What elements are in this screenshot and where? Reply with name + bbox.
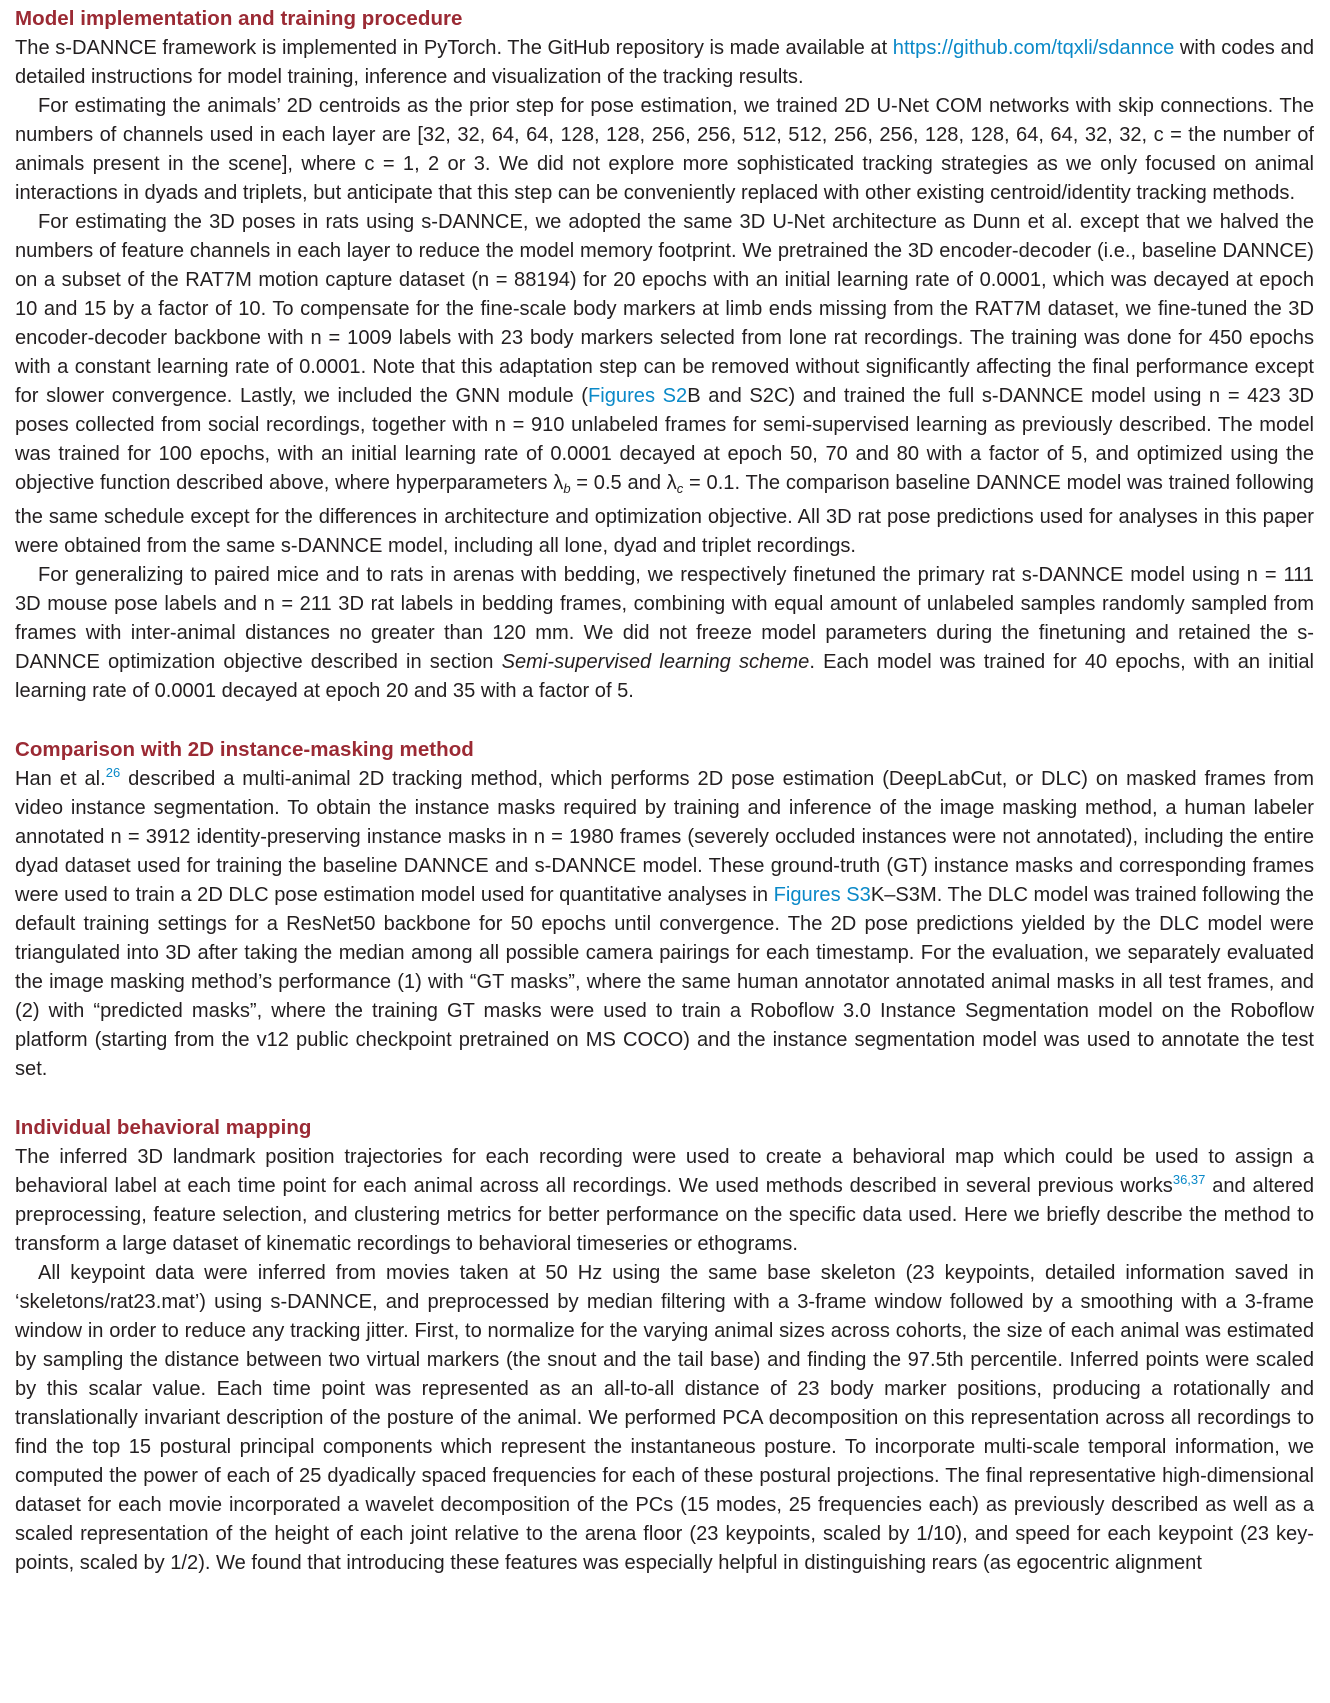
text-span: K–S3M. The DLC model was trained following the default training settings for a ResNet50 backbone for 50 epochs until convergence. The 2D pose predictions yielded by the DLC model were triangulated into 3D after taking the median among all possible camera pairings for each timestamp. For the evaluation, we separately evaluated the image masking method’s performance (1) with “GT masks”, where the same human annotator annotated animal masks in all test frames, and (2) with “predicted masks”, where the training GT masks were used to train a Roboflow 3.0 Instance Segmentation model on the Roboflow platform (starting from the v12 public checkpoint pretrained on MS COCO) and the instance segmentation model was used to annotate the test set. [15, 884, 1314, 1080]
github-link[interactable]: https://github.com/tqxli/sdannce [892, 37, 1175, 59]
text-span: B and S2C) and trained the full s-DANNCE model using n = 423 3D poses collected from social recordings, together with n = 910 unlabeled frames for semi-supervised learning as previously described. The model was trained for 100 epochs, with an initial learning rate of 0.0001 decayed at epoch 50, 70 and 80 with a factor of 5, and optimized using the objective function described above, where hyperparameters λ [15, 385, 1315, 494]
paragraph: All keypoint data were inferred from movies taken at 50 Hz using the same base skeleton (23 keypoints, detailed information saved in ‘skeletons/rat23.mat’) using s-DANNCE, and preprocessed by median filtering with a 3-frame window followed by a smoothing with a 3-frame window in order to reduce any tracking jitter. First, to normalize for the varying animal sizes across cohorts, the size of each animal was estimated by sampling the distance between two virtual markers (the snout and the tail base) and finding the 97.5th percentile. Inferred points were scaled by this scalar value. Each time point was represented as an all-to-all distance of 23 body marker positions, producing a rotationally and translationally invariant description of the posture of the animal. We performed PCA decomposition on this representation across all recordings to find the top 15 postural principal components which represent the instantaneous posture. To incorporate multi-scale temporal information, we computed the power of each of 25 dyadically spaced frequencies for each of these postural projections. The final representative high-dimensional dataset for each movie incorporated a wavelet decomposition of the PCs (15 modes, 25 frequencies each) as previously described as well as a scaled representation of the height of each joint relative to the arena floor (23 keypoints, scaled by 1/10), and speed for each keypoint (23 keypoints, scaled by 1/2). We found that introducing these features was especially helpful in distinguishing rears (as egocentric alignment [15, 1262, 1314, 1574]
section-reference: Semi-supervised learning scheme [501, 651, 810, 673]
citation-link[interactable]: 36,37 [1172, 1172, 1206, 1187]
text-span: with codes and detailed instructions for model training, inference and visualization of the tracking results. [15, 37, 1314, 88]
figure-link[interactable]: Figures S2 [588, 385, 688, 407]
paragraph [15, 1143, 1314, 1259]
paragraph [15, 561, 1314, 706]
paragraph [15, 208, 1314, 561]
text-span: . Each model was trained for 40 epochs, with an initial learning rate of 0.0001 decayed at epoch 20 and 35 with a factor of 5. [15, 651, 1314, 702]
text-span: described a multi-animal 2D tracking method, which performs 2D pose estimation (DeepLabCut, or DLC) on masked frames from video instance segmentation. To obtain the instance masks required by training and inference of the image masking method, a human labeler annotated n = 3912 identity-preserving instance masks in n = 1980 frames (severely occluded instances were not annotated), including the entire dyad dataset used for training the baseline DANNCE and s-DANNCE model. These ground-truth (GT) instance masks and corresponding frames were used to train a 2D DLC pose estimation model used for quantitative analyses in [15, 768, 1314, 906]
subscript: b [563, 481, 571, 496]
figure-link[interactable]: Figures S3 [773, 884, 871, 906]
paragraph [15, 765, 1314, 1084]
text-span: For generalizing to paired mice and to rats in arenas with bedding, we respectively finetuned the primary rat s-DANNCE model using n = 111 3D mouse pose labels and n = 211 3D rat labels in bedding frames, combining with equal amount of unlabeled samples randomly sampled from frames with inter-animal distances no greater than 120 mm. We did not freeze model parameters during the finetuning and retained the s-DANNCE optimization objective described in section [15, 564, 1314, 673]
section-heading: Comparison with 2D instance-masking method [15, 738, 474, 761]
text-span: = 0.1. The comparison baseline DANNCE model was trained following the same schedule except for the differences in architecture and optimization objective. All 3D rat pose predictions used for analyses in this paper were obtained from the same s-DANNCE model, including all lone, dyad and triplet recordings. [15, 472, 1314, 557]
text-span: Han et al. [15, 768, 106, 790]
text-span: For estimating the 3D poses in rats using s-DANNCE, we adopted the same 3D U-Net architecture as Dunn et al. except that we halved the numbers of feature channels in each layer to reduce the model memory footprint. We pretrained the 3D encoder-decoder (i.e., baseline DANNCE) on a subset of the RAT7M motion capture dataset (n = 88194) for 20 epochs with an initial learning rate of 0.0001, which was decayed at epoch 10 and 15 by a factor of 10. To compensate for the fine-scale body markers at limb ends missing from the RAT7M dataset, we fine-tuned the 3D encoder-decoder backbone with n = 1009 labels with 23 body markers selected from lone rat recordings. The training was done for 450 epochs with a constant learning rate of 0.0001. Note that this adaptation step can be removed without significantly affecting the final performance except for slower convergence. Lastly, we included the GNN module ( [15, 211, 1314, 407]
text-span: and altered preprocessing, feature selection, and clustering metrics for better performance on the specific data used. Here we briefly describe the method to transform a large dataset of kinematic recordings to behavioral timeseries or ethograms. [15, 1175, 1314, 1255]
section-comparison [15, 735, 1314, 1084]
citation-link[interactable]: 26 [105, 765, 121, 780]
section-behavioral-mapping [15, 1113, 1314, 1578]
paragraph [15, 34, 1314, 92]
section-model-implementation [15, 4, 1314, 706]
paragraph: For estimating the animals’ 2D centroids as the prior step for pose estimation, we trained 2D U-Net COM networks with skip connections. The numbers of channels used in each layer are [32, 32, 64, 64, 128, 128, 256, 256, 512, 512, 256, 256, 128, 128, 64, 64, 32, 32, c = the number of animals present in the scene], where c = 1, 2 or 3. We did not explore more sophisticated tracking strategies as we only focused on animal interactions in dyads and triplets, but anticipate that this step can be conveniently replaced with other existing centroid/identity tracking methods. [15, 95, 1314, 204]
text-span: The s-DANNCE framework is implemented in PyTorch. The GitHub repository is made available at [15, 37, 893, 59]
section-heading: Individual behavioral mapping [15, 1116, 312, 1139]
text-span: The inferred 3D landmark position trajectories for each recording were used to create a behavioral map which could be used to assign a behavioral label at each time point for each animal across all recordings. We used methods described in several previous works [15, 1146, 1314, 1197]
section-heading: Model implementation and training procedure [15, 7, 463, 30]
text-span: = 0.5 and λ [570, 472, 677, 494]
subscript: c [676, 481, 684, 496]
